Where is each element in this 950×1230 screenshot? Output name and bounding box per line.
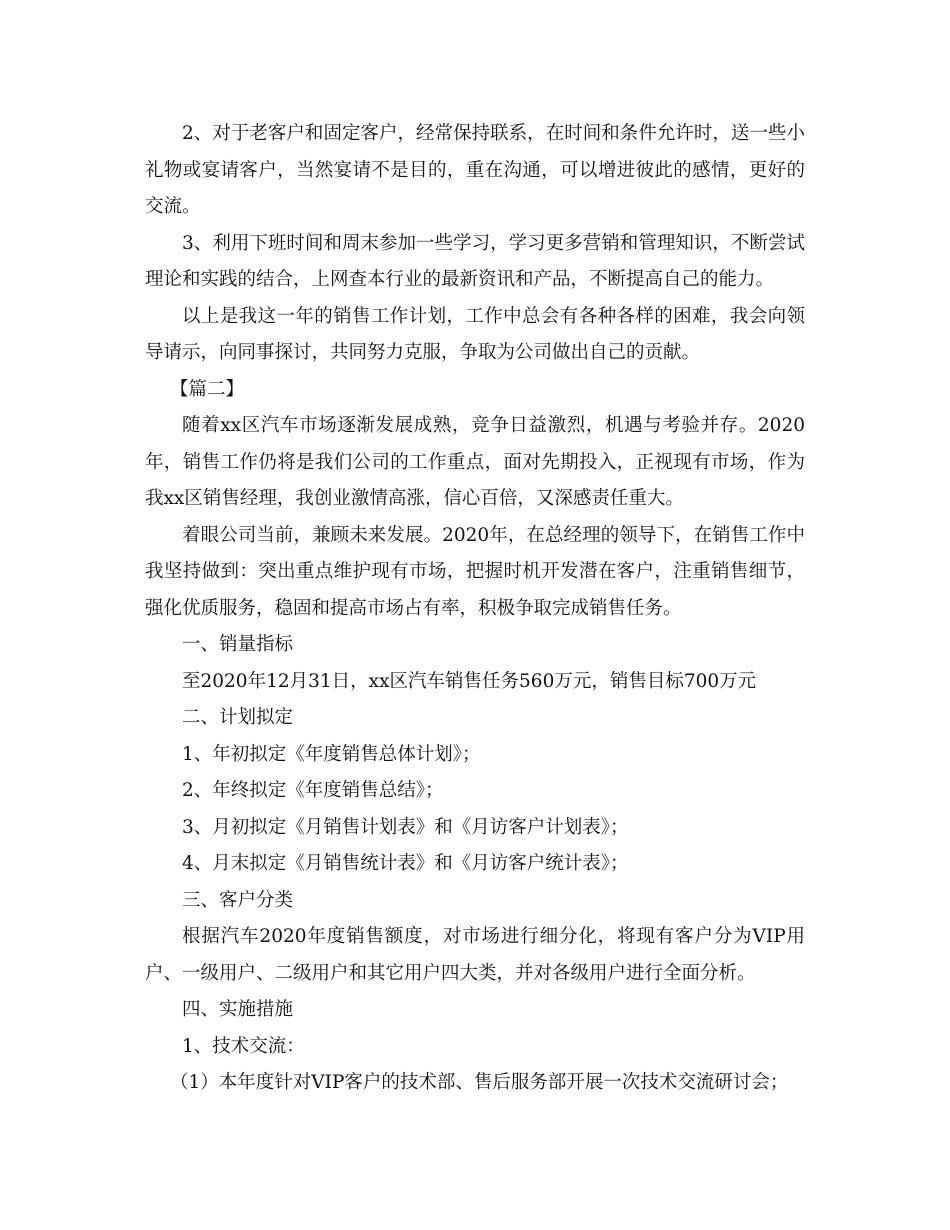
list-item-plan-3: 3、月初拟定《月销售计划表》和《月访客户计划表》； xyxy=(182,816,629,838)
heading-plan-drafting: 二、计划拟定 xyxy=(182,707,294,728)
heading-sales-targets: 一、销量指标 xyxy=(182,634,294,655)
heading-customer-classification: 三、客户分类 xyxy=(182,889,294,911)
document-body xyxy=(145,116,805,1102)
list-item-plan-4: 4、月末拟定《月销售统计表》和《月访客户统计表》； xyxy=(182,853,629,874)
section-heading-part-two: 【篇二】 xyxy=(170,378,245,400)
paragraph-market-background: 随着xx区汽车市场逐渐发展成熟，竞争日益激烈，机遇与考验并存。2020年，销售工作仍将是我们公司的工作重点，面对先期投入，正视现有市场，作为我xx区销售经理，我创业激情高涨，信心百倍，又深感责任重大。 xyxy=(145,415,805,509)
paragraph-company-focus: 着眼公司当前，兼顾未来发展。2020年，在总经理的领导下，在销售工作中我坚持做到：突出重点维护现有市场，把握时机开发潜在客户，注重销售细节，强化优质服务，稳固和提高市场占有率，积极争取完成销售任务。 xyxy=(145,524,805,619)
paragraph-sales-targets: 至2020年12月31日，xx区汽车销售任务560万元，销售目标700万元 xyxy=(182,670,757,692)
list-item-plan-2: 2、年终拟定《年度销售总结》； xyxy=(182,780,444,801)
paragraph-customer-classification: 根据汽车2020年度销售额度，对市场进行细分化，将现有客户分为VIP用户、一级用户、二级用户和其它用户四大类，并对各级用户进行全面分析。 xyxy=(145,926,805,984)
list-item-plan-1: 1、年初拟定《年度销售总体计划》； xyxy=(182,743,481,765)
paragraph-self-learning: 3、利用下班时间和周末参加一些学习，学习更多营销和管理知识，不断尝试理论和实践的结合，上网查本行业的最新资讯和产品，不断提高自己的能力。 xyxy=(145,232,805,290)
list-item-tech-exchange: 1、技术交流： xyxy=(182,1035,305,1057)
heading-implementation: 四、实施措施 xyxy=(182,999,294,1020)
paragraph-customer-relations: 2、对于老客户和固定客户，经常保持联系，在时间和条件允许时，送一些小礼物或宴请客户，当然宴请不是目的，重在沟通，可以增进彼此的感情，更好的交流。 xyxy=(145,123,805,217)
paragraph-conclusion: 以上是我这一年的销售工作计划，工作中总会有各种各样的困难，我会向领导请示，向同事探讨，共同努力克服，争取为公司做出自己的贡献。 xyxy=(145,305,805,363)
list-item-tech-exchange-1: （1）本年度针对VIP客户的技术部、售后服务部开展一次技术交流研讨会； xyxy=(170,1072,789,1093)
